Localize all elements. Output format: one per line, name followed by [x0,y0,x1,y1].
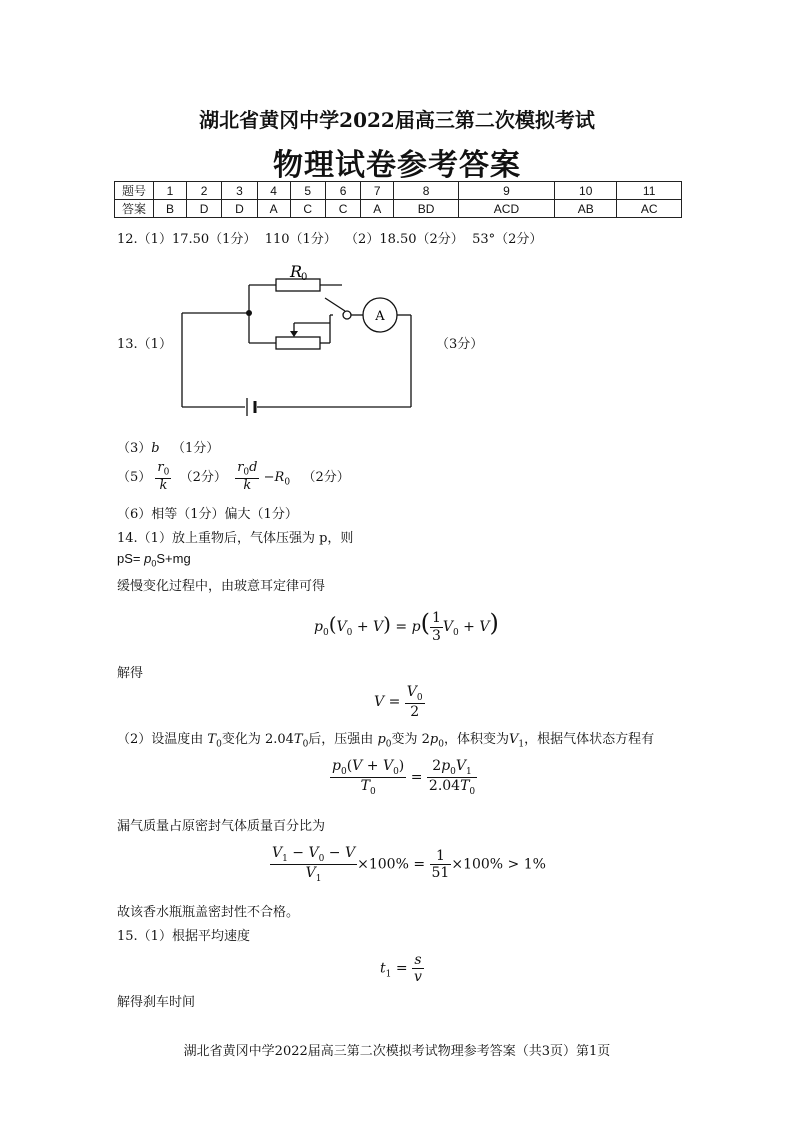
numerator: s [414,952,422,968]
variable-T: T [207,732,217,747]
table-cell: AC [617,200,682,218]
text: 变化为 2.04 [221,732,294,747]
exam-title: 湖北省黄冈中学2022届高三第二次模拟考试 [199,108,595,132]
table-cell: C [325,200,360,218]
fraction-r0-over-k [155,461,171,494]
eq-text: ×100% = [357,856,430,873]
q13-score: （3分） [436,337,484,352]
q13-label: 13.（1） [117,337,172,352]
q14-line3: （2）设温度由 $T_0$变化为 $2.04T_0$后，压强由 $p_0$变为 $2p_0$，体积变为$V_1$，根据气体状态方程有 [117,732,655,750]
variable-R: R [274,469,285,485]
gas-state-equation: $\frac{p_0(V + V_0)}{T_0}$ = $\frac{2p_0V_1}{2.04T_0}$ [332,758,476,797]
q14-line1: 14.（1）放上重物后，气体压强为 p，则 [117,531,354,546]
denominator: 2 [410,704,420,721]
table-cell: 8 [394,182,459,200]
text: 后，压强由 [308,732,378,747]
switch-contact [343,311,351,319]
document-title: 物理试卷参考答案 [273,148,521,183]
table-cell: 1 [154,182,187,200]
q14-conclusion: 故该香水瓶瓶盖密封性不合格。 [117,905,300,920]
answer-variable: b [151,441,160,456]
answer-table [114,181,682,218]
table-cell: AB [555,200,617,218]
row-label: 答案 [115,200,154,218]
page-footer: 湖北省黄冈中学2022届高三第二次模拟考试物理参考答案（共3页）第1页 [183,1044,611,1059]
table-cell: BD [394,200,459,218]
ammeter-label: A [375,309,385,324]
table-cell: A [257,200,290,218]
table-cell: C [290,200,325,218]
subscript: 0 [284,477,291,488]
variable-p: p [377,732,386,747]
fraction-r0d-over-k [235,461,259,494]
score: （2分） [302,469,350,485]
slider-arrow [290,331,298,337]
q12-answer: 12.（1）17.50（1分） 110（1分） （2）18.50（2分） 53°（2分） [117,232,543,247]
q13-part5 [117,461,350,494]
numerator-r: r [157,460,164,475]
variable-V: V [508,732,519,747]
eq-text: ×100% > 1% [451,856,546,873]
subscript: 0 [163,467,170,478]
denominator: 51 [431,865,450,882]
variable-V: V [374,694,385,711]
table-cell: 10 [555,182,617,200]
table-cell: ACD [458,200,554,218]
boyle-law-equation: $p_0(V_0 + V) = p$( $\frac{1}{3}$ $V_0 + V$) [314,609,499,644]
answer-row [115,200,682,218]
variable-t: t [380,960,386,977]
table-cell: A [361,200,394,218]
q14-equation1 [117,551,191,569]
subscript: 0 [416,692,423,703]
text: 变为 2 [391,732,430,747]
denominator-k: k [159,477,168,493]
score: （2分） [179,469,227,485]
solution-V-equation: V = $\frac{V_0}{2}$ [374,684,423,721]
q13-part3 [117,437,219,456]
subscript: 0 [243,467,250,478]
denominator: v [414,969,422,986]
table-cell: D [222,200,257,218]
fraction-s-over-v [412,952,424,985]
table-cell: D [186,200,221,218]
switch-blade [325,298,345,311]
subscript: 1 [385,969,392,980]
q14-line4: 漏气质量占原密封气体质量百分比为 [117,819,326,834]
part-label: （5） [117,469,152,485]
q14-solve-label: 解得 [117,666,144,681]
table-cell: 2 [186,182,221,200]
table-cell: B [154,200,187,218]
q13-part6: （6）相等（1分）偏大（1分） [117,507,298,522]
variable-p: p [144,551,152,566]
minus-sign: − [263,469,275,485]
table-cell: 4 [257,182,290,200]
table-cell: 11 [617,182,682,200]
resistor-label-subscript: 0 [301,272,308,283]
leak-percentage-equation: $\frac{V_1 - V_0 - V}{V_1}$ ×100% = $\frac{1}{51}$ ×100% > 1% [272,845,546,884]
score: （1分） [172,441,220,456]
table-cell: 6 [325,182,360,200]
table-cell: 9 [458,182,554,200]
text: ，根据气体状态方程有 [524,732,655,747]
fraction-V0-over-2 [405,684,425,720]
denominator-k: k [243,477,252,493]
q14-line2: 缓慢变化过程中，由玻意耳定律可得 [117,579,326,594]
rheostat [276,337,320,349]
table-cell: 5 [290,182,325,200]
q15-line2: 解得刹车时间 [117,995,196,1010]
q15-line1: 15.（1）根据平均速度 [117,929,250,944]
question-number-row [115,182,682,200]
text: （2）设温度由 [117,732,208,747]
junction-node [246,310,252,316]
numerator-r: r [237,460,244,475]
table-cell: 7 [361,182,394,200]
resistor-label: R [290,262,303,281]
text: ，体积变为 [443,732,509,747]
numerator-d: d [249,460,258,475]
part-label: （3） [117,441,152,456]
eq-text: S+mg [156,551,191,566]
circuit-diagram [170,255,430,420]
numerator: 1 [430,848,452,865]
numerator: V [406,684,417,700]
subscript: 0 [151,558,157,569]
table-cell: 3 [222,182,257,200]
eq-text: pS= [117,551,145,566]
q15-equation: $t_1$ = $\frac{s}{v}$ [380,952,422,986]
row-label: 题号 [115,182,154,200]
